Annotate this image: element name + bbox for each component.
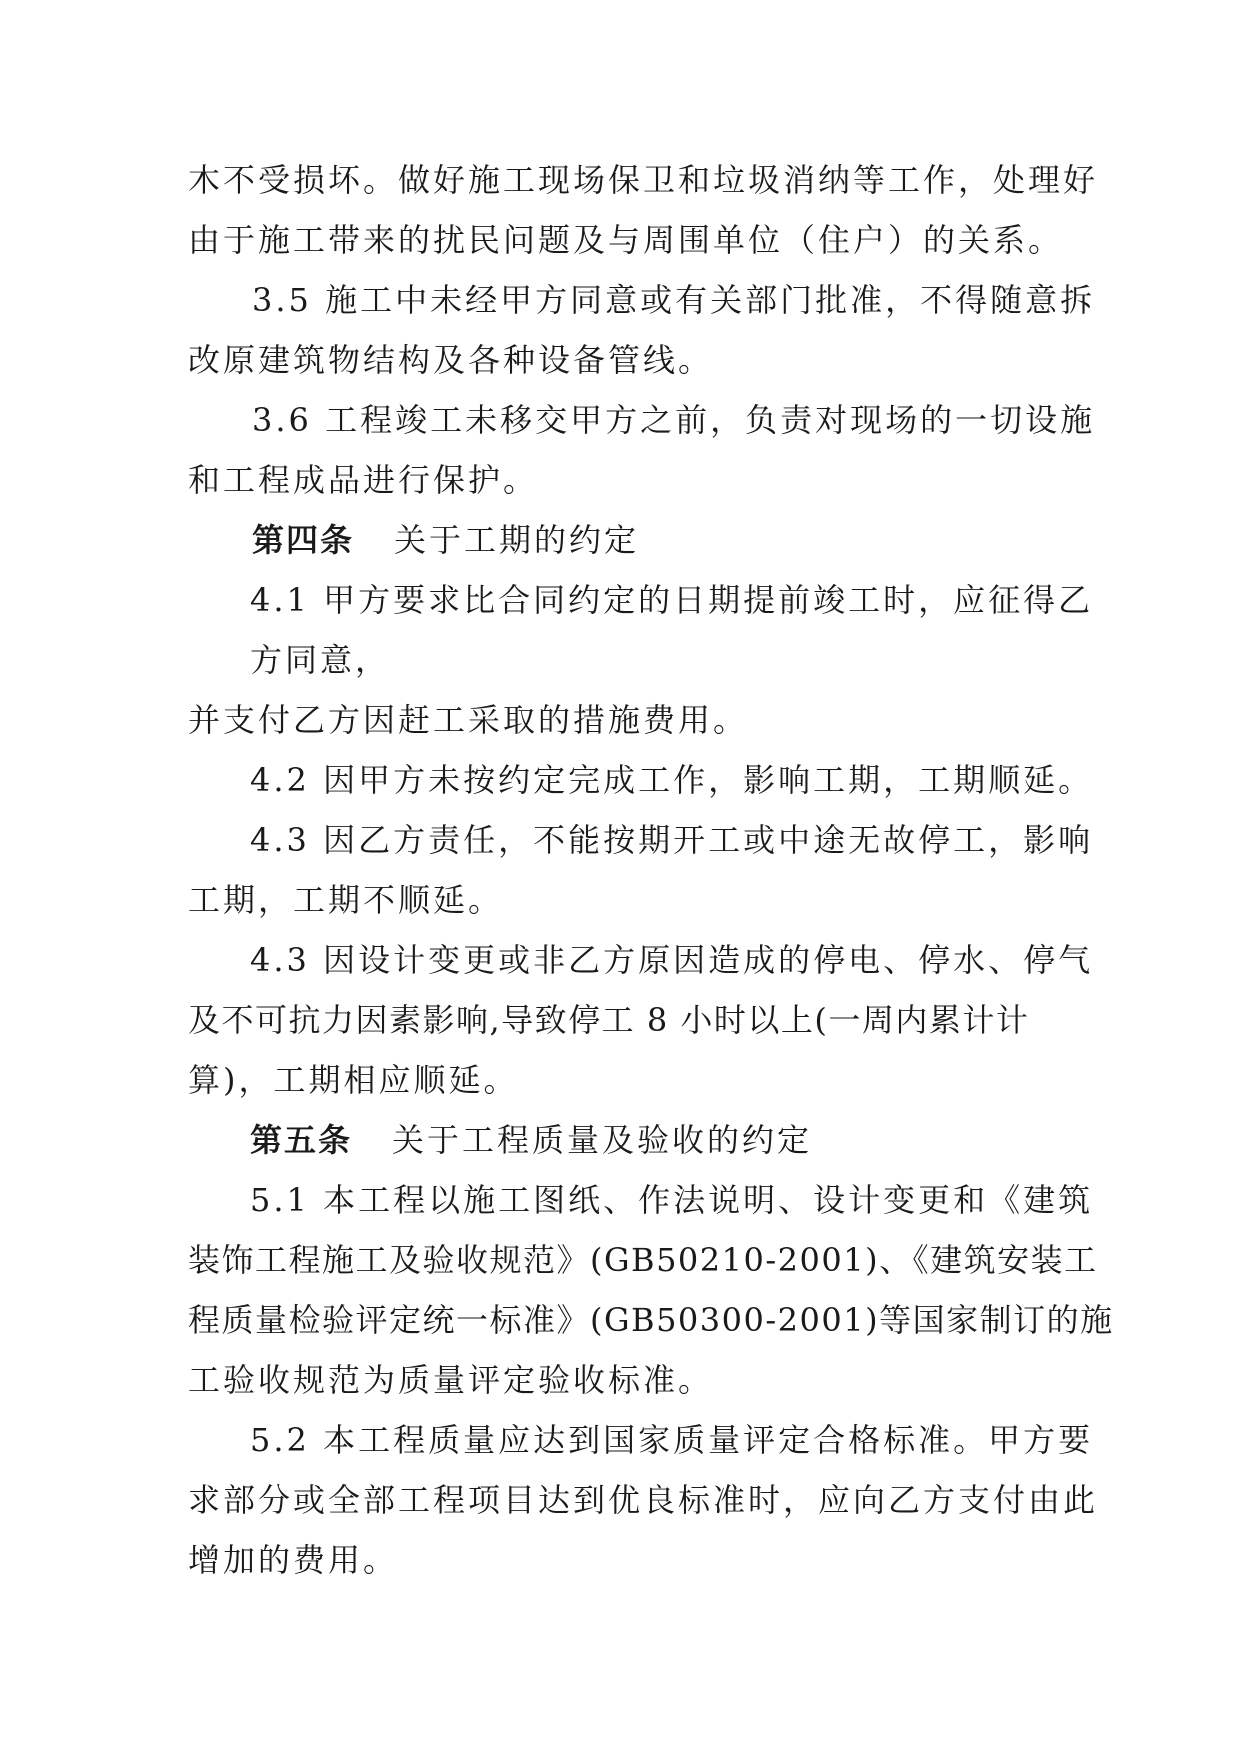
paragraph-line: 和工程成品进行保护。 [188,461,539,499]
clause-4-1-line: 4.1 甲方要求比合同约定的日期提前竣工时，应征得乙 [250,581,1094,619]
paragraph-line: 改原建筑物结构及各种设备管线。 [188,341,714,379]
article-4-title: 关于工期的约定 [394,521,640,559]
paragraph-line: 程质量检验评定统一标准》(GB50300-2001)等国家制订的施 [188,1301,1114,1339]
clause-4-2-line: 4.2 因甲方未按约定完成工作，影响工期，工期顺延。 [250,761,1094,799]
clause-3-5-line: 3.5 施工中未经甲方同意或有关部门批准，不得随意拆 [252,281,1096,319]
paragraph-line: 并支付乙方因赶工采取的措施费用。 [188,701,749,739]
article-4-heading [188,510,1054,570]
article-4-label: 第四条 [252,521,355,559]
clause-5-1-line: 5.1 本工程以施工图纸、作法说明、设计变更和《建筑 [250,1181,1094,1219]
clause-3-6-line: 3.6 工程竣工未移交甲方之前，负责对现场的一切设施 [252,401,1096,439]
clause-4-3b-line: 4.3 因设计变更或非乙方原因造成的停电、停水、停气 [250,941,1094,979]
article-5-label: 第五条 [250,1121,353,1159]
paragraph-line: 及不可抗力因素影响,导致停工 8 小时以上(一周内累计计 [188,1001,1030,1039]
paragraph-line: 工期，工期不顺延。 [188,881,504,919]
article-5-heading [188,1110,1054,1170]
article-5-title: 关于工程质量及验收的约定 [392,1121,813,1159]
paragraph-line: 由于施工带来的扰民问题及与周围单位（住户）的关系。 [188,221,1064,259]
paragraph-line: 木不受损坏。做好施工现场保卫和垃圾消纳等工作，处理好 [188,161,1099,199]
document-body [188,150,1114,1590]
paragraph-line: 装饰工程施工及验收规范》(GB50210-2001)、《建筑安装工 [188,1241,1098,1279]
clause-4-1-line: 方同意， [250,641,391,679]
paragraph-line: 求部分或全部工程项目达到优良标准时，应向乙方支付由此 [188,1481,1099,1519]
clause-4-3-line: 4.3 因乙方责任，不能按期开工或中途无故停工，影响 [250,821,1094,859]
clause-5-2-line: 5.2 本工程质量应达到国家质量评定合格标准。甲方要 [250,1421,1094,1459]
paragraph-line: 工验收规范为质量评定验收标准。 [188,1361,714,1399]
paragraph-line: 算)，工期相应顺延。 [188,1061,519,1099]
paragraph-line: 增加的费用。 [188,1541,399,1579]
